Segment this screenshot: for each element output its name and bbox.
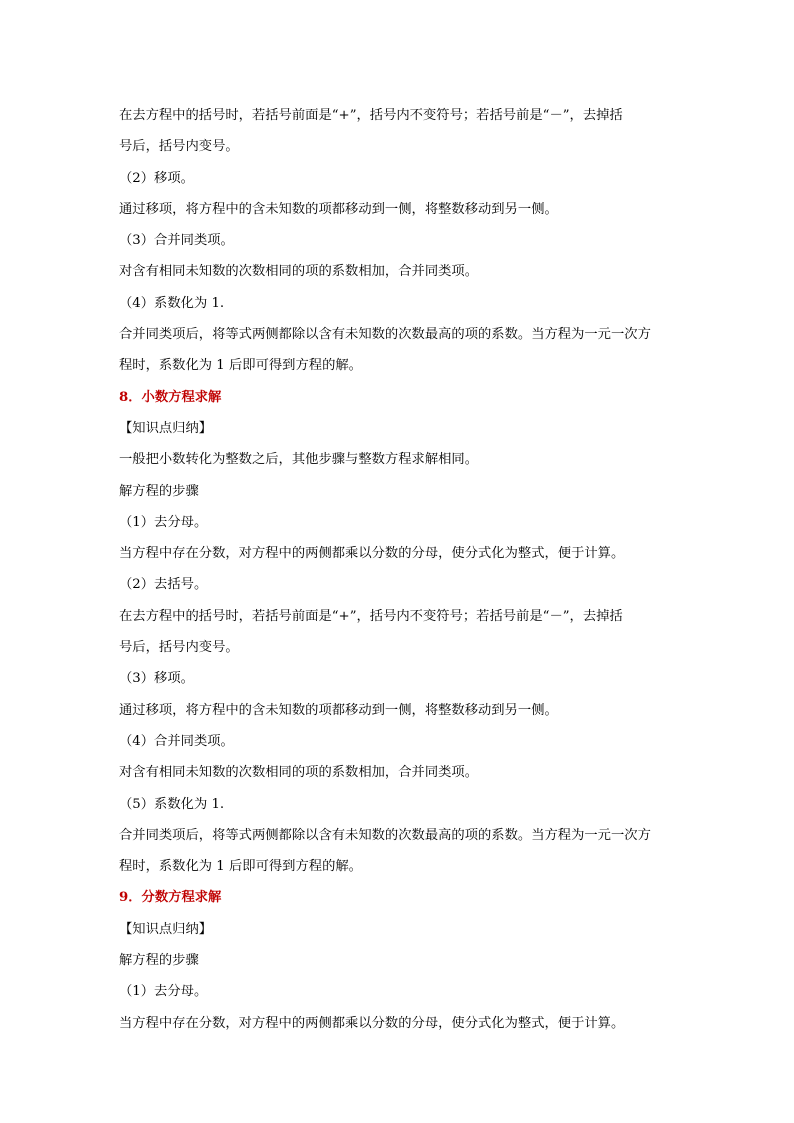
- text-line: 当方程中存在分数，对方程中的两侧都乘以分数的分母，使分式化为整式，便于计算。: [119, 1015, 625, 1031]
- section-subtitle: 【知识点归纳】: [119, 420, 213, 436]
- step-label: （1）去分母。: [119, 514, 208, 530]
- text-line: 对含有相同未知数的次数相同的项的系数相加，合并同类项。: [119, 765, 479, 781]
- step-label: （3）移项。: [119, 671, 194, 687]
- text-line: 一般把小数转化为整数之后，其他步骤与整数方程求解相同。: [119, 452, 479, 468]
- section-heading: 9．分数方程求解: [119, 890, 222, 906]
- page-content: [119, 100, 679, 1039]
- text-line: 程时，系数化为 1 后即可得到方程的解。: [119, 859, 362, 875]
- text-line: 解方程的步骤: [119, 953, 199, 969]
- text-line: 对含有相同未知数的次数相同的项的系数相加，合并同类项。: [119, 264, 479, 280]
- text-line: 号后，括号内变号。: [119, 139, 239, 155]
- step-label: （5）系数化为 1.: [119, 796, 225, 812]
- section-heading: 8．小数方程求解: [119, 389, 222, 405]
- section-subtitle: 【知识点归纳】: [119, 921, 213, 937]
- step-label: （2）去括号。: [119, 577, 208, 593]
- step-label: （3）合并同类项。: [119, 233, 234, 249]
- text-line: 解方程的步骤: [119, 483, 199, 499]
- text-line: 程时，系数化为 1 后即可得到方程的解。: [119, 358, 362, 374]
- text-line: 在去方程中的括号时，若括号前面是“+”，括号内不变符号；若括号前是“－”，去掉括: [119, 108, 623, 123]
- step-label: （1）去分母。: [119, 984, 208, 1000]
- text-line: 合并同类项后，将等式两侧都除以含有未知数的次数最高的项的系数。当方程为一元一次方: [119, 327, 651, 343]
- text-line: 号后，括号内变号。: [119, 640, 239, 656]
- text-line: 通过移项，将方程中的含未知数的项都移动到一侧，将整数移动到另一侧。: [119, 201, 558, 217]
- text-line: 合并同类项后，将等式两侧都除以含有未知数的次数最高的项的系数。当方程为一元一次方: [119, 827, 651, 843]
- step-label: （4）系数化为 1.: [119, 295, 225, 311]
- text-line: 在去方程中的括号时，若括号前面是“+”，括号内不变符号；若括号前是“－”，去掉括: [119, 608, 623, 624]
- text-line: 当方程中存在分数，对方程中的两侧都乘以分数的分母，使分式化为整式，便于计算。: [119, 546, 625, 562]
- step-label: （2）移项。: [119, 170, 194, 186]
- text-line: 通过移项，将方程中的含未知数的项都移动到一侧，将整数移动到另一侧。: [119, 702, 558, 718]
- step-label: （4）合并同类项。: [119, 733, 234, 749]
